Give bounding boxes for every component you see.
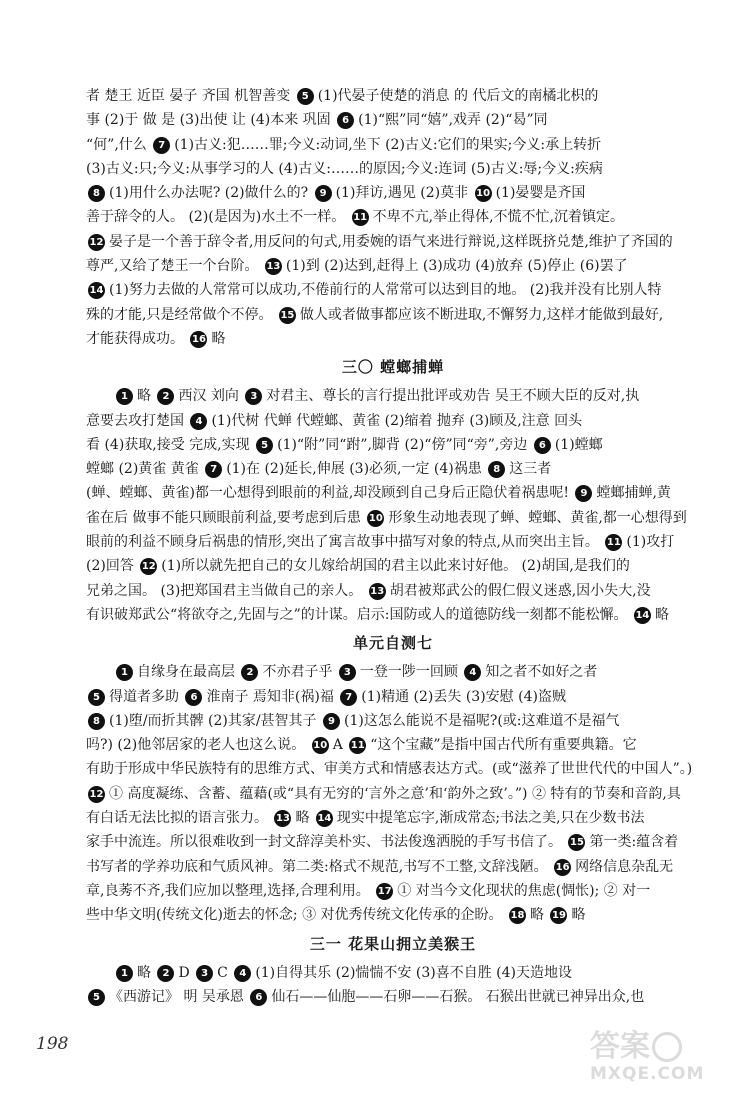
section-title: 三一 花果山拥立美猴王 (309, 934, 477, 953)
answer-line (86, 409, 700, 433)
question-number-badge: 12 (140, 558, 157, 575)
answer-text: 略 (211, 330, 226, 347)
question-number-badge: 13 (274, 810, 291, 827)
answer-text: 章,良莠不齐,我们应加以整理,选择,合理利用。 (86, 882, 375, 899)
answer-text: 螳螂捕蝉,黄 (596, 485, 671, 502)
answer-line (86, 157, 700, 181)
answer-text: 尊严,又给了楚王一个台阶。 (86, 258, 263, 275)
answer-line (86, 278, 700, 302)
answer-text: 雀在后 做事不能只顾眼前利益,要考虑到后患 (86, 509, 366, 526)
question-number-badge: 1 (116, 388, 133, 405)
answer-text: (1)在 (2)延长,伸展 (3)必须,一定 (4)祸患 (226, 461, 487, 478)
question-number-badge: 12 (88, 786, 105, 803)
answer-text: “这个宝藏”是指中国古代所有重要典籍。它 (370, 737, 637, 754)
answer-line (86, 685, 700, 709)
answer-text: 事 (2)于 做 是 (3)出使 让 (4)本来 巩固 (86, 112, 336, 129)
question-number-badge: 7 (153, 137, 170, 154)
answer-line (86, 433, 700, 457)
answer-line (86, 903, 700, 927)
answer-text: 形象生动地表现了蝉、螳螂、黄雀,都一心想得到 (388, 509, 687, 526)
answer-text: (1)代晏子使楚的消息 的 代后文的南橘北枳的 (317, 88, 599, 104)
answer-line (86, 603, 700, 627)
answer-text: 家手中流连。所以很难收到一封文辞淳美朴实、书法俊逸洒脱的手写书信了。 (86, 834, 567, 851)
answer-text: 略 (654, 606, 669, 623)
page-number: 198 (36, 1034, 69, 1054)
watermark-logo-text: 答案 (590, 1029, 650, 1064)
answer-text: 西汉 刘向 (178, 388, 244, 405)
answer-section (86, 351, 700, 627)
answer-text: 淮南子 焉知非(祸)福 (206, 688, 339, 705)
answer-text: 略 (571, 907, 586, 924)
question-number-badge: 7 (340, 689, 357, 706)
question-number-badge: 4 (190, 413, 207, 430)
answer-section (86, 928, 700, 1010)
answer-text: 知之者不如好之者 (485, 664, 598, 681)
answer-text: 有白话无法比拟的语言张力。 (86, 810, 273, 827)
question-number-badge: 11 (352, 209, 369, 226)
answer-line (86, 830, 700, 854)
answer-text: ① 对当今文化现状的焦虑(惆怅); ② 对一 (397, 882, 651, 899)
answer-line (86, 782, 700, 806)
answer-text: 有助于形成中华民族特有的思维方式、审美方式和情感表达方式。(或“滋养了世世代代的中国人”。) (86, 761, 693, 778)
question-number-badge: 5 (88, 689, 105, 706)
answer-text: (1)堕/而折其髀 (2)其家/甚智其子 (109, 712, 321, 729)
question-number-badge: 11 (605, 534, 622, 551)
question-number-badge: 17 (376, 883, 393, 900)
answer-text: 不亦君子乎 (262, 664, 337, 681)
answer-line (86, 554, 700, 578)
answer-text: (1)自得其乐 (2)惴惴不安 (3)喜不自胜 (4)天造地设 (255, 964, 572, 981)
answer-text: (1)努力去做的人常常可以成功,不倦前行的人常常可以达到目的地。 (2)我并没有比别人特 (109, 282, 662, 299)
answer-text: 网络信息杂乱无 (575, 858, 674, 875)
answer-text: (1)“熙”同“嬉”,戏弄 (2)“曷”同 (358, 112, 548, 129)
answer-text: 仙石——仙胞——石卵——石猴。 石猴出世就已神异出众,也 (271, 988, 645, 1005)
watermark-ring-icon (652, 1032, 682, 1062)
answer-line (86, 579, 700, 603)
answer-text: (1)螳螂 (554, 436, 603, 453)
watermark-url: MXQE.COM (590, 1064, 705, 1084)
answer-line (86, 254, 700, 278)
answer-text: (3)古义:只;今义:从事学习的人 (4)古义:……的原因;今义:连词 (5)古义:辱;今义:疾病 (86, 160, 603, 177)
answer-text: (1)所以就先把自己的女儿嫁给胡国的君主以此来讨好他。 (2)胡国,是我们的 (161, 558, 630, 575)
question-number-badge: 16 (190, 331, 207, 348)
question-number-badge: 6 (185, 689, 202, 706)
question-number-badge: 19 (550, 907, 567, 924)
question-number-badge: 9 (323, 713, 340, 730)
answer-text: 螳螂 (2)黄雀 黄雀 (86, 461, 204, 478)
question-number-badge: 16 (554, 859, 571, 876)
answer-text: 者 楚王 近臣 晏子 齐国 机智善变 (86, 88, 295, 104)
answer-text: 现实中提笔忘字,渐成常态;书法之美,只在少数书法 (336, 810, 645, 827)
answer-text: (1)古义:犯……罪;今义:动词,坐下 (2)古义:它们的果实;今义:承上转折 (174, 136, 602, 153)
answer-text: 这三者 (509, 461, 552, 478)
question-number-badge: 11 (349, 737, 366, 754)
answer-text: 意要去攻打楚国 (86, 412, 189, 429)
answer-line (86, 660, 700, 684)
answer-text: 做人或者做事都应该不断进取,不懈努力,这样才能做到最好, (299, 306, 664, 323)
question-number-badge: 10 (475, 185, 492, 202)
question-number-badge: 2 (157, 965, 174, 982)
watermark (590, 1030, 740, 1090)
answer-text: 一登一陟一回顾 (359, 664, 463, 681)
question-number-badge: 7 (205, 461, 222, 478)
answer-text: 眼前的利益不顾身后祸患的情形,突出了寓言故事中描写对象的特点,从而突出主旨。 (86, 534, 604, 551)
answer-text: (1)拜访,遇见 (2)莫非 (335, 185, 473, 202)
question-number-badge: 1 (116, 965, 133, 982)
watermark-logo (590, 1030, 740, 1064)
answer-text: 才能获得成功。 (86, 330, 189, 347)
answer-line (86, 181, 700, 205)
answer-text: (1)晏婴是齐国 (495, 185, 586, 202)
answer-line (86, 757, 700, 781)
question-number-badge: 15 (568, 834, 585, 851)
answer-text: (1)用什么办法呢? (2)做什么的? (109, 185, 313, 202)
answer-page (86, 84, 700, 1009)
question-number-badge: 3 (245, 388, 262, 405)
answer-line (86, 855, 700, 879)
answer-line (86, 879, 700, 903)
section-title: 单元自测七 (352, 634, 433, 653)
answer-text: (1)代树 代蝉 代螳螂、黄雀 (2)缩着 抛弃 (3)顾及,注意 回头 (211, 412, 583, 429)
answer-text: 看 (4)获取,接受 完成,实现 (86, 436, 255, 453)
question-number-badge: 14 (316, 810, 333, 827)
answer-line (86, 384, 700, 408)
question-number-badge: 6 (250, 989, 267, 1006)
answer-line (86, 530, 700, 554)
question-number-badge: 5 (256, 437, 273, 454)
answer-text: (1)这怎么能说不是福呢?(或:这难道不是福气 (344, 712, 620, 729)
answer-text: 略 (530, 907, 549, 924)
answer-line (86, 709, 700, 733)
question-number-badge: 15 (279, 307, 296, 324)
answer-line (86, 481, 700, 505)
answer-text: 略 (137, 388, 156, 405)
answer-text: 书写者的学养功底和气质风神。第二类:格式不规范,书写不工整,文辞浅陋。 (86, 858, 553, 875)
answer-text: 有识破郑武公“将欲夺之,先固与之”的计谋。启示:国防或人的道德防线一刻都不能松懈。 (86, 606, 632, 623)
answer-text: (2)回答 (86, 558, 139, 575)
question-number-badge: 8 (488, 461, 505, 478)
answer-text: 善于辞令的人。 (2)(是因为)水土不一样。 (86, 209, 350, 226)
answer-text: 略 (137, 964, 156, 981)
question-number-badge: 8 (88, 185, 105, 202)
question-number-badge: 3 (196, 965, 213, 982)
answer-section (86, 627, 700, 927)
answer-text: (蝉、螳螂、黄雀)都一心想得到眼前的利益,却没顾到自己身后正隐伏着祸患呢! (86, 485, 574, 502)
question-number-badge: 10 (312, 737, 329, 754)
answer-text: 吗?) (2)他邻居家的老人也这么说。 (86, 737, 310, 754)
answer-line (86, 806, 700, 830)
question-number-badge: 4 (464, 664, 481, 681)
answer-text: 些中华文明(传统文化)逝去的怀念; ③ 对优秀传统文化传承的企盼。 (86, 907, 507, 924)
answer-text: (1)“附”同“跗”,脚背 (2)“傍”同“旁”,旁边 (277, 436, 532, 453)
answer-text: (1)到 (2)达到,赶得上 (3)成功 (4)放弃 (5)停止 (6)罢了 (285, 258, 628, 275)
question-number-badge: 3 (339, 664, 356, 681)
question-number-badge: 13 (265, 258, 282, 275)
answer-text: 《西游记》 明 吴承恩 (109, 988, 249, 1005)
answer-line (86, 327, 700, 351)
answer-text: 对君主、尊长的言行提出批评或劝告 吴王不顾大臣的反对,执 (266, 388, 640, 405)
question-number-badge: 18 (509, 907, 526, 924)
answer-text: 略 (295, 810, 314, 827)
answer-line (86, 108, 700, 132)
answer-text: 第一类:蕴含着 (589, 834, 679, 851)
answer-text: “何”,什么 (86, 136, 152, 153)
answer-text: ① 高度凝练、含蓄、蕴藉(或“具有无穷的‘言外之意’和‘韵外之致’。”) ② 特有的节奏和音韵,具 (109, 785, 681, 802)
question-number-badge: 10 (367, 510, 384, 527)
question-number-badge: 12 (88, 234, 105, 251)
answer-text: 胡君被郑武公的假仁假义迷惑,因小失大,没 (389, 582, 651, 599)
answer-line (86, 133, 700, 157)
answer-text: D (178, 964, 195, 981)
answer-text: 不卑不亢,举止得体,不慌不忙,沉着镇定。 (372, 209, 625, 226)
answer-text: 兄弟之国。 (3)把郑国君主当做自己的亲人。 (86, 582, 367, 599)
answer-text: 殊的才能,只是经常做个不停。 (86, 306, 277, 323)
answer-line (86, 961, 700, 985)
question-number-badge: 6 (534, 437, 551, 454)
question-number-badge: 6 (337, 112, 354, 129)
answer-line (86, 303, 700, 327)
answer-text: 晏子是一个善于辞令者,用反问的句式,用委婉的语气来进行辩说,这样既挤兑楚,维护了齐国的 (109, 233, 673, 250)
answer-line (86, 84, 700, 108)
question-number-badge: 14 (88, 282, 105, 299)
question-number-badge: 9 (315, 185, 332, 202)
question-number-badge: 5 (297, 88, 314, 105)
answer-line (86, 205, 700, 229)
question-number-badge: 5 (88, 989, 105, 1006)
answer-text: 得道者多助 (109, 688, 184, 705)
answer-line (86, 985, 700, 1009)
question-number-badge: 13 (369, 583, 386, 600)
question-number-badge: 2 (241, 664, 258, 681)
answer-text: A (332, 737, 348, 754)
question-number-badge: 9 (575, 485, 592, 502)
answer-line (86, 230, 700, 254)
question-number-badge: 1 (116, 664, 133, 681)
section-title: 三〇 螳螂捕蝉 (341, 358, 445, 377)
answer-text: (1)精通 (2)丢失 (3)安慰 (4)盗贼 (361, 688, 566, 705)
answer-line (86, 506, 700, 530)
answer-text: C (217, 964, 233, 981)
answer-section (86, 84, 700, 351)
answer-text: 自缘身在最高层 (137, 664, 240, 681)
answer-text: (1)攻打 (626, 534, 675, 551)
question-number-badge: 4 (234, 965, 251, 982)
question-number-badge: 14 (634, 607, 651, 624)
answer-line (86, 733, 700, 757)
answer-line (86, 457, 700, 481)
question-number-badge: 8 (88, 713, 105, 730)
question-number-badge: 2 (157, 388, 174, 405)
